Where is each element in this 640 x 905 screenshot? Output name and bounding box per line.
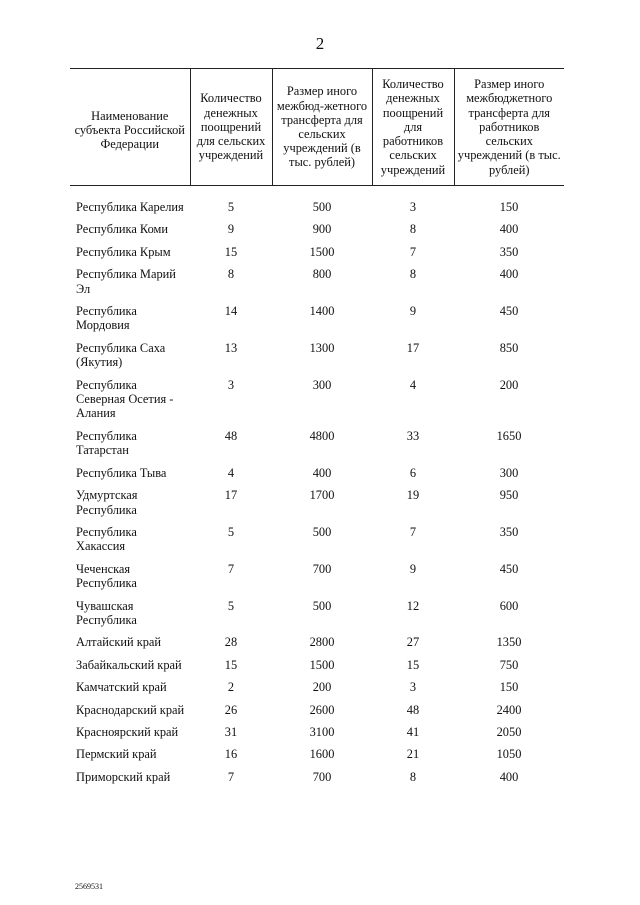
cell-count-institutions: 5 <box>227 598 235 613</box>
table-row <box>70 635 564 657</box>
cell-count-workers: 3 <box>409 200 417 214</box>
column-header-count-institutions: Количество денежных поощрений для сельских учреждений <box>190 69 272 186</box>
cell-count-workers: 15 <box>406 657 420 672</box>
cell-subject-name: Республика Северная Осетия - Алания <box>76 377 174 421</box>
cell-count-institutions: 7 <box>227 561 235 576</box>
cell-count-workers: 12 <box>406 598 420 613</box>
table-row <box>70 245 564 267</box>
cell-count-institutions: 48 <box>224 428 238 443</box>
cell-count-institutions: 3 <box>227 377 235 392</box>
cell-transfer-workers: 350 <box>499 244 519 259</box>
cell-count-institutions: 5 <box>227 200 235 214</box>
cell-transfer-workers: 300 <box>499 465 519 480</box>
cell-count-workers: 33 <box>406 428 420 443</box>
cell-count-institutions: 14 <box>224 304 238 319</box>
cell-transfer-workers: 2050 <box>496 724 522 739</box>
cell-count-workers: 3 <box>409 680 417 695</box>
cell-count-institutions: 15 <box>224 657 238 672</box>
cell-subject-name: Республика Татарстан <box>76 428 137 458</box>
cell-subject-name: Республика Мордовия <box>76 304 137 333</box>
table-row <box>70 267 564 304</box>
data-table-container <box>70 68 564 792</box>
cell-subject-name: Забайкальский край <box>76 657 182 672</box>
table-row <box>70 525 564 562</box>
cell-transfer-institutions: 1300 <box>309 340 335 355</box>
cell-count-workers: 6 <box>409 465 417 480</box>
cell-transfer-institutions: 700 <box>312 561 332 576</box>
cell-subject-name: Республика Марий Эл <box>76 267 176 296</box>
table-row <box>70 658 564 680</box>
cell-count-institutions: 9 <box>227 222 235 237</box>
cell-count-institutions: 4 <box>227 465 235 480</box>
cell-count-institutions: 31 <box>224 724 238 739</box>
table-row <box>70 770 564 792</box>
cell-count-institutions: 8 <box>227 267 235 282</box>
cell-count-institutions: 13 <box>224 340 238 355</box>
table-row <box>70 725 564 747</box>
table-header-row <box>70 69 564 186</box>
cell-transfer-institutions: 500 <box>312 524 332 539</box>
cell-transfer-institutions: 200 <box>312 680 332 695</box>
cell-transfer-workers: 600 <box>499 598 519 613</box>
cell-count-workers: 8 <box>409 769 417 784</box>
cell-count-institutions: 5 <box>227 524 235 539</box>
cell-count-institutions: 7 <box>227 769 235 784</box>
cell-count-institutions: 28 <box>224 635 238 650</box>
cell-count-workers: 7 <box>409 524 417 539</box>
cell-transfer-workers: 450 <box>499 561 519 576</box>
table-row <box>70 680 564 702</box>
cell-subject-name: Краснодарский край <box>76 702 185 717</box>
cell-transfer-workers: 400 <box>499 769 519 784</box>
cell-count-workers: 8 <box>409 222 417 237</box>
cell-transfer-institutions: 2800 <box>309 635 335 650</box>
cell-subject-name: Камчатский край <box>76 680 167 695</box>
cell-transfer-workers: 1350 <box>496 635 522 650</box>
cell-transfer-institutions: 700 <box>312 769 332 784</box>
cell-subject-name: Республика Коми <box>76 222 169 237</box>
cell-count-workers: 48 <box>406 702 420 717</box>
cell-transfer-institutions: 500 <box>312 598 332 613</box>
cell-transfer-institutions: 3100 <box>309 724 335 739</box>
cell-transfer-institutions: 4800 <box>309 428 335 443</box>
cell-subject-name: Красноярский край <box>76 724 179 739</box>
table-row <box>70 222 564 244</box>
cell-count-workers: 9 <box>409 304 417 319</box>
cell-count-institutions: 2 <box>227 680 235 695</box>
cell-count-workers: 8 <box>409 267 417 282</box>
cell-transfer-workers: 350 <box>499 524 519 539</box>
cell-transfer-institutions: 1500 <box>309 657 335 672</box>
cell-transfer-workers: 950 <box>499 488 519 503</box>
cell-count-institutions: 17 <box>224 488 238 503</box>
cell-count-institutions: 26 <box>224 702 238 717</box>
table-row <box>70 341 564 378</box>
cell-subject-name: Республика Тыва <box>76 465 167 480</box>
cell-subject-name: Чеченская Республика <box>76 561 137 591</box>
cell-subject-name: Республика Крым <box>76 244 171 259</box>
column-header-transfer-workers: Размер иного межбюджетного трансферта для работников сельских учреждений (в тыс. рублей) <box>454 69 564 186</box>
cell-transfer-workers: 1650 <box>496 428 522 443</box>
table-row <box>70 304 564 341</box>
cell-count-institutions: 16 <box>224 747 238 762</box>
cell-subject-name: Приморский край <box>76 769 171 784</box>
cell-transfer-institutions: 1700 <box>309 488 335 503</box>
table-row <box>70 466 564 488</box>
cell-count-institutions: 15 <box>224 244 238 259</box>
column-header-subject: Наименование субъекта Российской Федерации <box>70 69 190 186</box>
cell-transfer-institutions: 1600 <box>309 747 335 762</box>
table-row <box>70 429 564 466</box>
cell-subject-name: Алтайский край <box>76 635 162 650</box>
cell-count-workers: 19 <box>406 488 420 503</box>
cell-count-workers: 9 <box>409 561 417 576</box>
cell-transfer-workers: 150 <box>499 680 519 695</box>
cell-transfer-workers: 450 <box>499 304 519 319</box>
cell-transfer-institutions: 800 <box>312 267 332 282</box>
page-number: 2 <box>315 34 325 53</box>
cell-transfer-institutions: 1500 <box>309 244 335 259</box>
cell-subject-name: Удмуртская Республика <box>76 488 138 517</box>
cell-subject-name: Республика Карелия <box>76 200 184 214</box>
cell-transfer-workers: 1050 <box>496 747 522 762</box>
cell-count-workers: 4 <box>409 377 417 392</box>
column-header-transfer-institutions: Размер иного межбюд-жетного трансферта для сельских учреждений (в тыс. рублей) <box>272 69 372 186</box>
table-body <box>70 186 564 793</box>
cell-subject-name: Чувашская Республика <box>76 598 137 627</box>
cell-transfer-institutions: 900 <box>312 222 332 237</box>
cell-transfer-workers: 750 <box>499 657 519 672</box>
cell-subject-name: Пермский край <box>76 747 157 762</box>
table-row <box>70 562 564 599</box>
cell-transfer-institutions: 400 <box>312 465 332 480</box>
data-table <box>70 68 564 792</box>
cell-transfer-institutions: 300 <box>312 377 332 392</box>
cell-count-workers: 7 <box>409 244 417 259</box>
cell-transfer-workers: 850 <box>499 340 519 355</box>
cell-count-workers: 41 <box>406 724 420 739</box>
cell-transfer-workers: 400 <box>499 222 519 237</box>
cell-count-workers: 17 <box>406 340 420 355</box>
cell-transfer-workers: 2400 <box>496 702 522 717</box>
column-header-count-workers: Количество денежных поощрений для работников сельских учреждений <box>372 69 454 186</box>
table-row <box>70 488 564 525</box>
document-code: 2569531 <box>75 882 103 891</box>
cell-transfer-workers: 150 <box>499 200 519 214</box>
table-row <box>70 703 564 725</box>
cell-transfer-workers: 400 <box>499 267 519 282</box>
cell-transfer-institutions: 2600 <box>309 702 335 717</box>
cell-transfer-institutions: 500 <box>312 200 332 214</box>
cell-subject-name: Республика Саха (Якутия) <box>76 340 166 370</box>
cell-transfer-institutions: 1400 <box>309 304 335 319</box>
cell-count-workers: 21 <box>406 747 420 762</box>
table-row <box>70 186 564 223</box>
table-row <box>70 599 564 636</box>
cell-subject-name: Республика Хакассия <box>76 524 137 554</box>
cell-transfer-workers: 200 <box>499 377 519 392</box>
cell-count-workers: 27 <box>406 635 420 650</box>
table-row <box>70 378 564 429</box>
table-row <box>70 747 564 769</box>
